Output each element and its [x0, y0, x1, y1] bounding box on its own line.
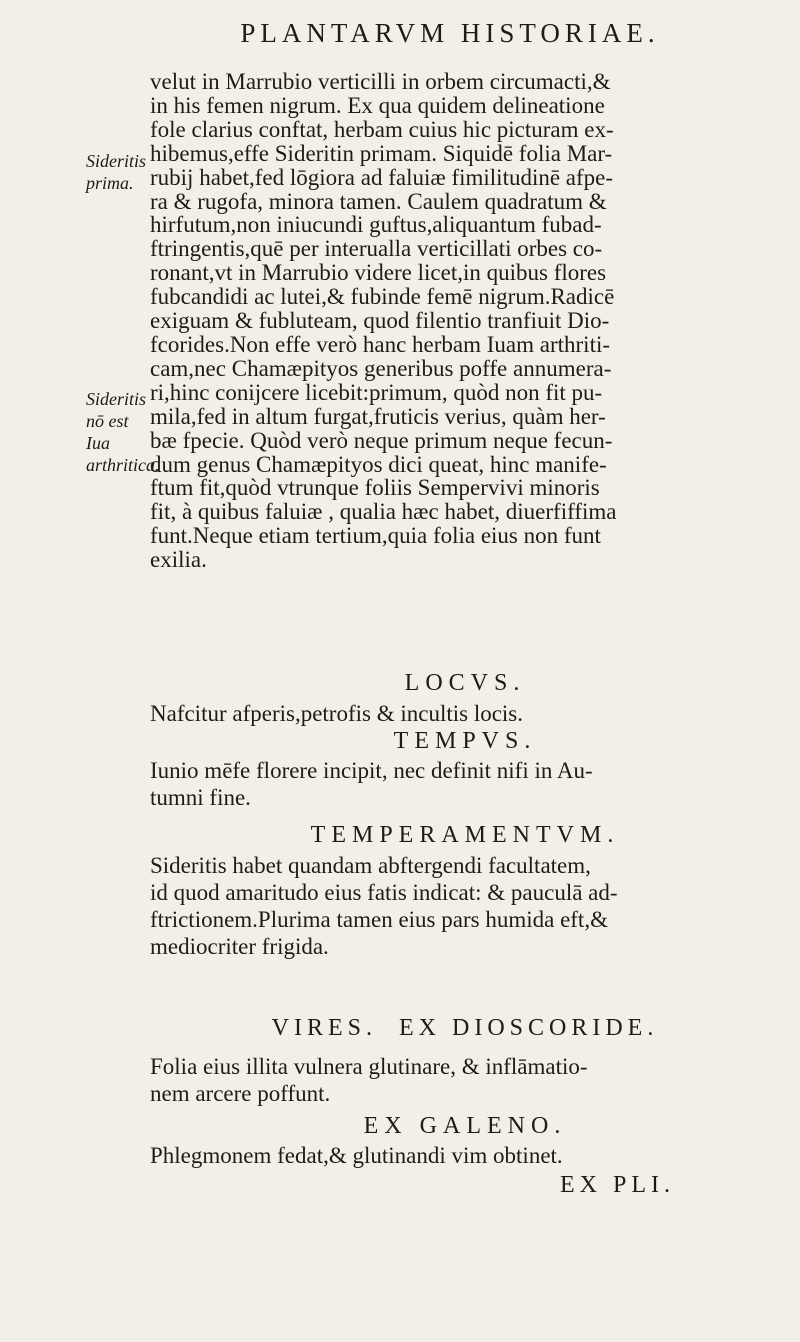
- temperamentum-text: [150, 852, 780, 960]
- text-line: Iunio mēfe florere incipit, nec definit nifi in Au-: [150, 758, 593, 783]
- text-line: dum genus Chamæpityos dici queat, hinc manife-: [150, 451, 607, 477]
- text-line: funt.Neque etiam tertium,quia folia eius non funt: [150, 523, 601, 549]
- text-line: rubij habet,fed lōgiora ad faluiæ fimilitudinē afpe-: [150, 164, 614, 190]
- text-line: fit, à quibus faluiæ , qualia hæc habet, diuerfiffima: [150, 499, 617, 525]
- text-line: fubcandidi ac lutei,& fubinde femē nigrum.Radicē: [150, 284, 615, 310]
- vires-text: [150, 1053, 780, 1107]
- galeno-heading: EX GALENO.: [363, 1113, 567, 1139]
- text-line: Phlegmonem fedat,& glutinandi vim obtinet.: [150, 1143, 563, 1168]
- text-line: fcorides.Non effe verò hanc herbam Iuam arthriti-: [150, 331, 611, 357]
- text-line: tumni fine.: [150, 785, 251, 810]
- text-line: cam,nec Chamæpityos generibus poffe annumera-: [150, 355, 612, 381]
- text-line: ftringentis,quē per interualla verticillati orbes co-: [150, 236, 603, 262]
- text-line: ronant,vt in Marrubio videre licet,in quibus flores: [150, 260, 607, 286]
- margin-note-line: Sideritis: [86, 389, 147, 409]
- running-header: PLANTARVM HISTORIAE.: [240, 18, 660, 48]
- text-line: ftrictionem.Plurima tamen eius pars humida eft,&: [150, 907, 608, 932]
- text-line: Nafcitur afperis,petrofis & incultis locis.: [150, 701, 524, 726]
- locus-heading: LOCVS.: [404, 670, 526, 696]
- text-line: exiguam & fubluteam, quod filentio tranfiuit Dio-: [150, 308, 610, 334]
- text-line: hibemus,effe Sideritin primam. Siquidē folia Mar-: [150, 140, 613, 166]
- margin-note-sideritis-prima: [86, 150, 156, 194]
- margin-note-line: arthritica.: [86, 455, 160, 475]
- text-line: ftum fit,quòd vtrunque foliis Sempervivi minoris: [150, 475, 600, 501]
- galeno-text: [150, 1142, 780, 1169]
- main-paragraph: [150, 70, 780, 572]
- text-line: Sideritis habet quandam abftergendi facultatem,: [150, 853, 591, 878]
- temperamentum-heading: TEMPERAMENTVM.: [310, 822, 620, 848]
- catchword: EX PLI.: [560, 1172, 675, 1198]
- text-line: bæ fpecie. Quòd verò neque primum neque fecun-: [150, 427, 613, 453]
- text-line: velut in Marrubio verticilli in orbem circumacti,&: [150, 69, 611, 94]
- text-line: in his femen nigrum. Ex qua quidem delineatione: [150, 92, 605, 118]
- locus-text: [150, 700, 780, 727]
- text-line: ra & rugofa, minora tamen. Caulem quadratum &: [150, 188, 607, 214]
- margin-note-line: Sideritis: [86, 151, 147, 171]
- text-line: Folia eius illita vulnera glutinare, & inflāmatio-: [150, 1054, 588, 1079]
- tempus-heading: TEMPVS.: [393, 728, 537, 754]
- text-line: ri,hinc conijcere licebit:primum, quòd non fit pu-: [150, 379, 603, 405]
- text-line: fole clarius conftat, herbam cuius hic picturam ex-: [150, 116, 614, 142]
- text-line: mediocriter frigida.: [150, 934, 329, 959]
- text-line: id quod amaritudo eius fatis indicat: & pauculā ad-: [150, 880, 618, 905]
- margin-note-line: nō est Iua: [86, 411, 129, 453]
- tempus-text: [150, 757, 780, 811]
- vires-heading: VIRES. EX DIOSCORIDE.: [271, 1015, 659, 1041]
- margin-note-sideritis-non-iua: [86, 388, 160, 476]
- text-line: mila,fed in altum furgat,fruticis verius, quàm her-: [150, 403, 606, 429]
- text-line: exilia.: [150, 547, 207, 573]
- text-line: nem arcere poffunt.: [150, 1081, 331, 1106]
- margin-note-line: prima.: [86, 173, 134, 193]
- text-line: hirfutum,non iniucundi guftus,aliquantum fubad-: [150, 212, 602, 238]
